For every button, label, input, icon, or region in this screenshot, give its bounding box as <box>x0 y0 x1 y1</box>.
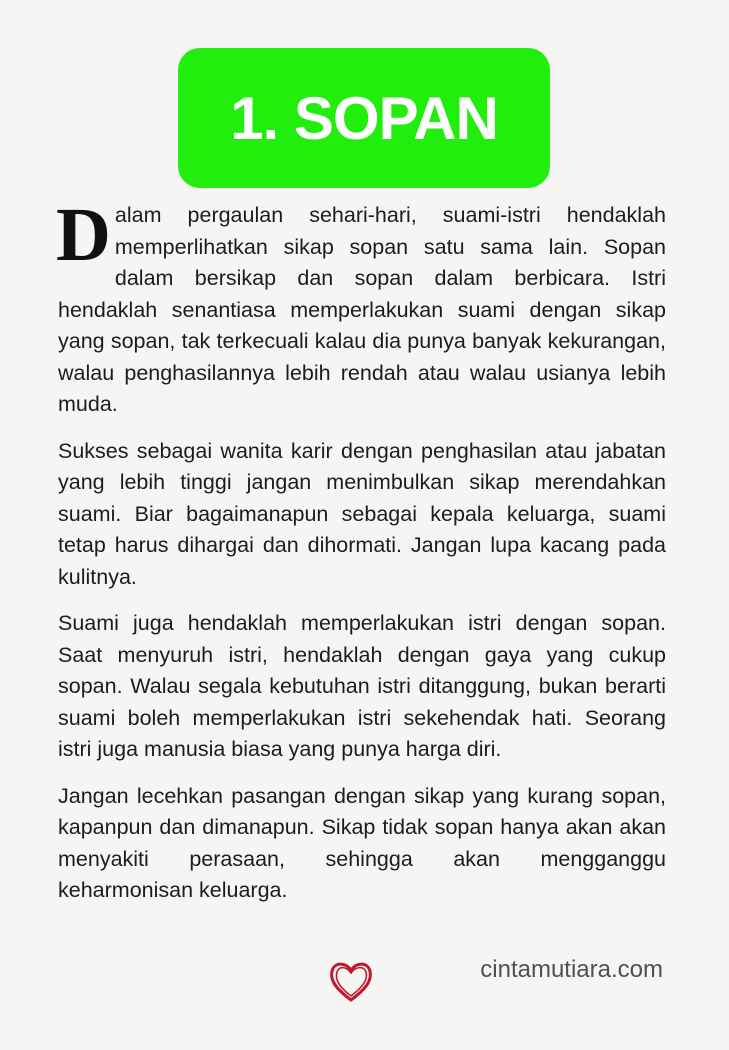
page-title: 1. SOPAN <box>230 84 498 152</box>
heart-icon <box>327 958 375 1004</box>
paragraph-4 <box>58 781 666 907</box>
paragraph-text: Jangan lecehkan pasangan dengan sikap yang kurang sopan, kapanpun dan dimanapun. Sikap tidak sopan hanya akan akan menyakiti perasaan, sehingga akan mengganggu keharmonisan keluarga. <box>58 783 666 902</box>
paragraph-2 <box>58 436 666 594</box>
paragraph-text: alam pergaulan sehari-hari, suami-istri hendaklah memperlihatkan sikap sopan satu sama lain. Sopan dalam bersikap dan sopan dalam berbicara. Istri hendaklah senantiasa memperlakukan suami dengan sikap yang sopan, tak terkecuali kalau dia punya banyak kekurangan, walau penghasilannya lebih rendah atau walau usianya lebih muda. <box>58 203 666 416</box>
paragraph-text: Sukses sebagai wanita karir dengan penghasilan atau jabatan yang lebih tinggi jangan menimbulkan sikap merendahkan suami. Biar bagaimanapun sebagai kepala keluarga, suami tetap harus dihargai dan dihormati. Jangan lupa kacang pada kulitnya. <box>58 438 666 589</box>
article-body <box>56 193 666 922</box>
paragraph-1 <box>56 193 666 421</box>
title-banner <box>178 48 550 188</box>
drop-cap: D <box>56 193 111 277</box>
footer <box>0 950 729 1010</box>
paragraph-3 <box>58 608 666 766</box>
paragraph-text: Suami juga hendaklah memperlakukan istri dengan sopan. Saat menyuruh istri, hendaklah dengan gaya yang cukup sopan. Walau segala kebutuhan istri ditanggung, bukan berarti suami boleh memperlakukan istri sekehendak hati. Seorang istri juga manusia biasa yang punya harga diri. <box>58 611 666 761</box>
site-watermark[interactable]: cintamutiara.com <box>480 956 663 983</box>
